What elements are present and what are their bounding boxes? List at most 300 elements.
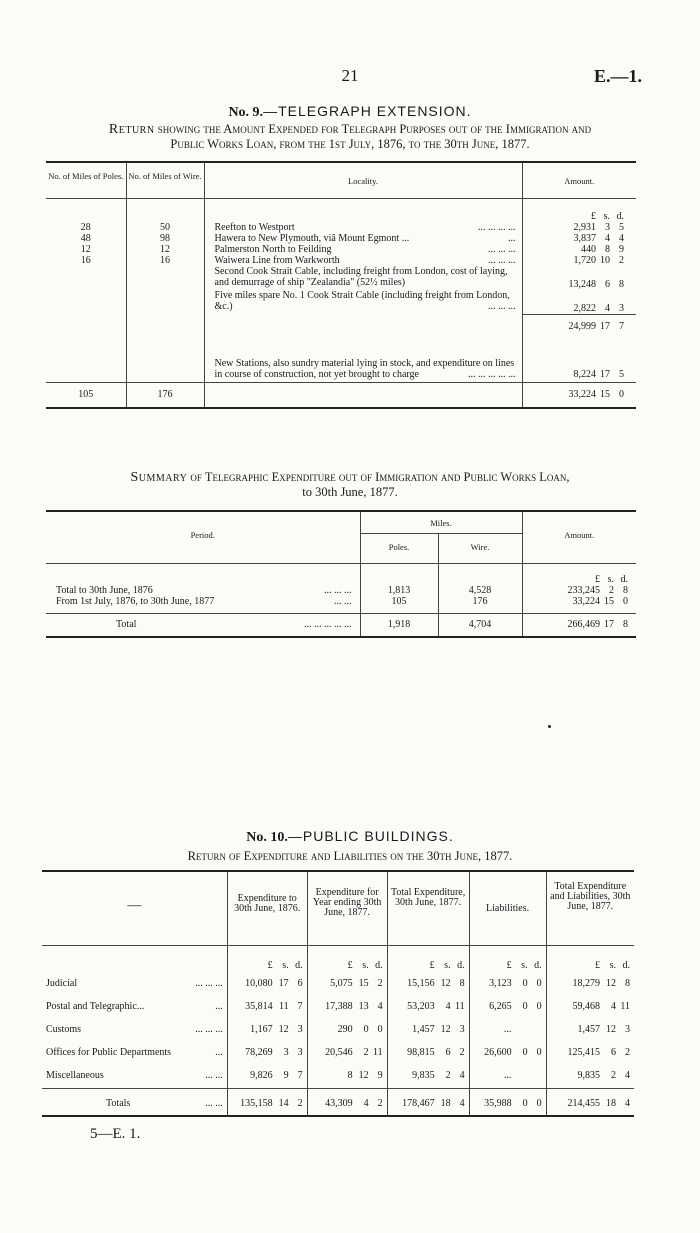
liabilities-shillings: 0 bbox=[522, 978, 528, 989]
pounds-symbol: £ bbox=[595, 959, 600, 971]
exp_1876-cell bbox=[227, 1065, 307, 1088]
total_exp-pounds: 53,203 bbox=[407, 1001, 435, 1012]
pence-symbol: d. bbox=[622, 959, 630, 971]
total_exp-pounds: 98,815 bbox=[407, 1047, 435, 1058]
total-poles: 105 bbox=[46, 382, 126, 408]
dot-leader: ... ... bbox=[205, 1070, 223, 1081]
dot-leader: ... ... ... ... bbox=[478, 222, 516, 233]
amount-cell bbox=[522, 255, 636, 266]
page-number: 21 bbox=[341, 66, 359, 85]
exp_1876-shillings: 12 bbox=[278, 1024, 289, 1035]
pence-symbol: d. bbox=[295, 959, 303, 971]
total_exp-shillings: 2 bbox=[445, 1070, 451, 1081]
total_all-pounds: 18,279 bbox=[572, 978, 600, 989]
exp_1876-pounds: 9,826 bbox=[250, 1070, 273, 1081]
amount-pounds: 2,822 bbox=[573, 302, 596, 314]
exp_year-pence: 0 bbox=[377, 1024, 383, 1035]
subtotal-amount bbox=[522, 314, 636, 342]
total-label-text: Total bbox=[116, 618, 137, 630]
table-row bbox=[46, 585, 636, 596]
dot-leader: ... ... bbox=[334, 595, 352, 607]
total_exp-shillings: 12 bbox=[440, 1024, 451, 1035]
liabilities-pounds: 26,600 bbox=[484, 1047, 512, 1058]
amount-cell bbox=[522, 290, 636, 314]
row-label: Miscellaneous bbox=[46, 1070, 104, 1081]
row-label-cell bbox=[42, 1019, 227, 1042]
new-stations-amount bbox=[522, 342, 636, 382]
currency-header bbox=[227, 945, 307, 973]
exp_year-shillings: 13 bbox=[358, 1001, 369, 1012]
amount-pounds: 13,248 bbox=[568, 279, 596, 290]
totals-exp_1876-shillings: 14 bbox=[278, 1097, 289, 1109]
shillings-symbol: s. bbox=[603, 211, 610, 222]
amount-cell bbox=[522, 233, 636, 244]
total_all-shillings: 12 bbox=[606, 978, 616, 989]
row-label-cell bbox=[42, 973, 227, 996]
exp_year-pence: 2 bbox=[377, 978, 383, 989]
totals-exp_year-pounds: 43,309 bbox=[325, 1097, 353, 1109]
table-row bbox=[46, 233, 636, 244]
table-row bbox=[46, 244, 636, 255]
locality-cell bbox=[204, 244, 522, 255]
exp_1876-pence: 3 bbox=[297, 1024, 303, 1035]
section9-intro-line1: showing the Amount Expended for Telegraph Purposes out of the Immigration and bbox=[157, 122, 592, 136]
liabilities-pence: 0 bbox=[536, 1047, 542, 1058]
wire-cell bbox=[126, 266, 204, 290]
total_exp-pounds: 1,457 bbox=[412, 1024, 435, 1035]
amount-shillings: 2 bbox=[609, 584, 614, 596]
locality-text: Second Cook Strait Cable, including freight from London, cost of laying, and demurrage of ship "Zealandia" (52½ miles) bbox=[214, 266, 508, 288]
exp_1876-pence: 7 bbox=[297, 1070, 303, 1081]
total_exp-shillings: 6 bbox=[445, 1047, 451, 1058]
total-amount bbox=[522, 382, 636, 408]
totals-exp_year bbox=[307, 1088, 387, 1116]
total_all-shillings: 2 bbox=[611, 1070, 616, 1081]
col-header-amount: Amount. bbox=[522, 162, 636, 198]
exp_year-cell bbox=[307, 996, 387, 1019]
amount-pounds: 2,931 bbox=[573, 222, 596, 233]
totals-liabilities-pence: 0 bbox=[536, 1097, 542, 1109]
col-header-poles: Poles. bbox=[360, 533, 438, 563]
locality-cell bbox=[204, 222, 522, 233]
currency-header bbox=[546, 945, 634, 973]
col-header-locality: Locality. bbox=[204, 162, 522, 198]
exp_year-cell bbox=[307, 1065, 387, 1088]
totals-total_exp-pence: 4 bbox=[459, 1097, 465, 1109]
amount-pounds: 1,720 bbox=[573, 255, 596, 266]
liabilities-cell: ... bbox=[469, 1019, 546, 1042]
poles-cell: 28 bbox=[46, 222, 126, 233]
liabilities-cell bbox=[469, 996, 546, 1019]
pounds-symbol: £ bbox=[429, 959, 435, 971]
amount-pounds: 440 bbox=[581, 244, 596, 255]
total_all-pence: 4 bbox=[625, 1070, 630, 1081]
total_all-cell bbox=[546, 973, 634, 996]
row-label: Judicial bbox=[46, 978, 78, 989]
total_all-cell bbox=[546, 1065, 634, 1088]
amount-shillings: 4 bbox=[605, 302, 610, 314]
summary-total-poles: 1,918 bbox=[360, 613, 438, 637]
summary-total-amount bbox=[522, 613, 636, 637]
table-row bbox=[42, 1042, 634, 1065]
period-cell bbox=[46, 585, 360, 596]
section9-number: No. 9. bbox=[228, 105, 264, 120]
row-label: Postal and Telegraphic... bbox=[46, 1001, 145, 1012]
total_all-cell bbox=[546, 1019, 634, 1042]
amount-cell bbox=[522, 266, 636, 290]
poles-cell: 12 bbox=[46, 244, 126, 255]
exp_1876-cell bbox=[227, 1042, 307, 1065]
totals-total_all bbox=[546, 1088, 634, 1116]
exp_1876-pounds: 1,167 bbox=[250, 1024, 273, 1035]
total_exp-pounds: 9,835 bbox=[412, 1070, 435, 1081]
locality-text: Hawera to New Plymouth, viâ Mount Egmont ... bbox=[214, 233, 410, 244]
shillings-symbol: s. bbox=[521, 959, 528, 971]
locality-text: Reefton to Westport bbox=[214, 222, 295, 233]
total_exp-cell bbox=[387, 996, 469, 1019]
amount-pounds: 3,837 bbox=[573, 233, 596, 244]
total_all-pence: 3 bbox=[625, 1024, 630, 1035]
amount-cell bbox=[522, 585, 636, 596]
total-shillings: 15 bbox=[600, 388, 610, 400]
total-pounds: 266,469 bbox=[567, 618, 600, 630]
pence-symbol: d. bbox=[620, 573, 628, 585]
pence-symbol: d. bbox=[457, 959, 465, 971]
dot-leader: ... ... ... bbox=[488, 255, 516, 266]
section9-title: —TELEGRAPH EXTENSION. bbox=[263, 103, 472, 119]
section10-title: —PUBLIC BUILDINGS. bbox=[287, 828, 454, 844]
new-stations-pence: 5 bbox=[619, 368, 624, 380]
exp_year-shillings: 0 bbox=[363, 1024, 369, 1035]
total_all-pounds: 9,835 bbox=[577, 1070, 600, 1081]
exp_year-cell bbox=[307, 973, 387, 996]
pounds-symbol: £ bbox=[591, 211, 596, 222]
total_all-shillings: 4 bbox=[611, 1001, 616, 1012]
exp_1876-shillings: 17 bbox=[278, 978, 289, 989]
wire-cell bbox=[126, 290, 204, 314]
totals-total_exp-pounds: 178,467 bbox=[402, 1097, 435, 1109]
public-buildings-table bbox=[42, 870, 634, 1117]
shillings-symbol: s. bbox=[609, 959, 616, 971]
wire-cell: 16 bbox=[126, 255, 204, 266]
exp_1876-pounds: 10,080 bbox=[245, 978, 273, 989]
totals-exp_1876 bbox=[227, 1088, 307, 1116]
total_exp-pence: 2 bbox=[459, 1047, 465, 1058]
dot-leader: ... ... ... ... ... bbox=[468, 368, 516, 380]
table-row bbox=[46, 222, 636, 233]
locality-text: Waiwera Line from Warkworth bbox=[214, 255, 340, 266]
wire-cell: 98 bbox=[126, 233, 204, 244]
amount-pence: 2 bbox=[619, 255, 624, 266]
new-stations-pounds: 8,224 bbox=[573, 368, 596, 380]
exp_year-shillings: 15 bbox=[358, 978, 369, 989]
col-header-total-exp: Total Expenditure, 30th June, 1877. bbox=[387, 871, 469, 945]
total_all-pence: 8 bbox=[625, 978, 630, 989]
amount-shillings: 8 bbox=[605, 244, 610, 255]
amount-cell bbox=[522, 244, 636, 255]
amount-pence: 5 bbox=[619, 222, 624, 233]
wire-cell: 50 bbox=[126, 222, 204, 233]
exp_1876-pence: 3 bbox=[297, 1047, 303, 1058]
liabilities-pounds: 6,265 bbox=[489, 1001, 512, 1012]
row-label-cell bbox=[42, 1042, 227, 1065]
dot-leader: ... ... ... bbox=[488, 244, 516, 255]
section9-intro-line2: Public Works Loan, from the 1st July, 1876, to the 30th June, 1877. bbox=[170, 137, 530, 151]
total_all-cell bbox=[546, 996, 634, 1019]
section9-intro-lead: Return bbox=[108, 122, 155, 137]
summary-intro-lead: Summary bbox=[130, 470, 188, 485]
col-header-exp-year: Expenditure for Year ending 30th June, 1877. bbox=[307, 871, 387, 945]
exp_year-cell bbox=[307, 1019, 387, 1042]
table-row bbox=[46, 266, 636, 290]
exp_year-shillings: 12 bbox=[358, 1070, 369, 1081]
section9-intro bbox=[40, 122, 660, 152]
amount-pence: 8 bbox=[619, 279, 624, 290]
total_all-pounds: 1,457 bbox=[577, 1024, 600, 1035]
currency-header bbox=[522, 198, 636, 222]
shillings-symbol: s. bbox=[362, 959, 369, 971]
exp_1876-pence: 7 bbox=[297, 1001, 303, 1012]
wire-cell: 12 bbox=[126, 244, 204, 255]
table-row bbox=[46, 255, 636, 266]
currency-header bbox=[469, 945, 546, 973]
dot-leader: ... bbox=[215, 1001, 223, 1012]
totals-exp_year-shillings: 4 bbox=[363, 1097, 369, 1109]
dot-leader: ... ... ... bbox=[195, 1024, 223, 1035]
poles-cell: 48 bbox=[46, 233, 126, 244]
exp_year-pounds: 17,388 bbox=[325, 1001, 353, 1012]
poles-cell bbox=[46, 266, 126, 290]
row-label: Customs bbox=[46, 1024, 82, 1035]
amount-pence: 9 bbox=[619, 244, 624, 255]
total_all-pence: 11 bbox=[620, 1001, 630, 1012]
totals-total_all-shillings: 18 bbox=[606, 1097, 616, 1109]
col-header-miles: Miles. bbox=[360, 511, 522, 533]
col-header-total-all: Total Expenditure and Liabilities, 30th June, 1877. bbox=[546, 871, 634, 945]
total_exp-shillings: 12 bbox=[440, 978, 451, 989]
total_exp-shillings: 4 bbox=[445, 1001, 451, 1012]
totals-label: Totals bbox=[106, 1097, 131, 1109]
shillings-symbol: s. bbox=[282, 959, 289, 971]
poles-cell: 1,813 bbox=[360, 585, 438, 596]
exp_year-shillings: 2 bbox=[363, 1047, 369, 1058]
exp_year-pounds: 20,546 bbox=[325, 1047, 353, 1058]
col-header-wire: Wire. bbox=[438, 533, 522, 563]
poles-cell: 16 bbox=[46, 255, 126, 266]
total_all-shillings: 12 bbox=[606, 1024, 616, 1035]
period-cell bbox=[46, 596, 360, 614]
locality-cell bbox=[204, 290, 522, 314]
summary-table bbox=[46, 510, 636, 638]
total_exp-cell bbox=[387, 1019, 469, 1042]
exp_1876-shillings: 11 bbox=[279, 1001, 289, 1012]
exp_year-pence: 9 bbox=[377, 1070, 383, 1081]
locality-cell bbox=[204, 233, 522, 244]
amount-pounds: 33,224 bbox=[572, 595, 600, 607]
dot-leader: ... bbox=[508, 233, 516, 244]
exp_year-pounds: 290 bbox=[337, 1024, 353, 1035]
liabilities-cell: ... bbox=[469, 1065, 546, 1088]
table-row bbox=[42, 973, 634, 996]
pence-symbol: d. bbox=[534, 959, 542, 971]
totals-liabilities-shillings: 0 bbox=[522, 1097, 528, 1109]
subtotal-pounds: 24,999 bbox=[568, 320, 596, 332]
exp_1876-shillings: 9 bbox=[283, 1070, 289, 1081]
col-header-exp-1876: Expenditure to 30th June, 1876. bbox=[227, 871, 307, 945]
dot-leader: ... ... ... bbox=[195, 978, 223, 989]
locality-text: Palmerston North to Feilding bbox=[214, 244, 332, 255]
section10-intro: Return of Expenditure and Liabilities on the 30th June, 1877. bbox=[187, 849, 513, 863]
ink-dot bbox=[548, 725, 551, 728]
total_all-shillings: 6 bbox=[611, 1047, 616, 1058]
col-header-poles: No. of Miles of Poles. bbox=[46, 162, 126, 198]
amount-pence: 0 bbox=[623, 595, 628, 607]
shillings-symbol: s. bbox=[444, 959, 451, 971]
poles-cell bbox=[46, 290, 126, 314]
exp_1876-pence: 6 bbox=[297, 978, 303, 989]
subtotal-pence: 7 bbox=[619, 320, 624, 332]
totals-exp_1876-pounds: 135,158 bbox=[240, 1097, 273, 1109]
dot-leader: ... ... ... ... ... bbox=[304, 618, 352, 630]
totals-total_exp bbox=[387, 1088, 469, 1116]
telegraph-extension-table bbox=[46, 161, 636, 409]
section10-number: No. 10. bbox=[246, 830, 288, 845]
pence-symbol: d. bbox=[375, 959, 383, 971]
col-header-blank: — bbox=[42, 871, 227, 945]
totals-total_exp-shillings: 18 bbox=[440, 1097, 451, 1109]
summary-total-label bbox=[46, 613, 360, 637]
amount-shillings: 6 bbox=[605, 279, 610, 290]
liabilities-cell bbox=[469, 973, 546, 996]
total_all-pounds: 59,468 bbox=[572, 1001, 600, 1012]
currency-header bbox=[307, 945, 387, 973]
table-row bbox=[42, 996, 634, 1019]
total_exp-cell bbox=[387, 1042, 469, 1065]
table-row bbox=[42, 1065, 634, 1088]
totals-total_all-pence: 4 bbox=[625, 1097, 630, 1109]
row-label-cell bbox=[42, 1065, 227, 1088]
liabilities-shillings: 0 bbox=[522, 1001, 528, 1012]
col-header-period: Period. bbox=[46, 511, 360, 563]
exp_year-pence: 11 bbox=[372, 1047, 383, 1058]
amount-shillings: 4 bbox=[605, 233, 610, 244]
total_exp-pence: 4 bbox=[459, 1070, 465, 1081]
section9-heading bbox=[0, 103, 700, 121]
liabilities-pounds: 3,123 bbox=[489, 978, 512, 989]
exp_1876-cell bbox=[227, 996, 307, 1019]
total_exp-pence: 3 bbox=[459, 1024, 465, 1035]
amount-cell bbox=[522, 596, 636, 614]
exp_year-pence: 4 bbox=[377, 1001, 383, 1012]
col-header-amount: Amount. bbox=[564, 530, 595, 540]
table-row bbox=[46, 596, 636, 614]
liabilities-pence: 0 bbox=[536, 1001, 542, 1012]
exp_year-pounds: 5,075 bbox=[330, 978, 353, 989]
total_exp-cell bbox=[387, 1065, 469, 1088]
total_all-pounds: 125,415 bbox=[567, 1047, 600, 1058]
total_exp-pence: 8 bbox=[459, 978, 465, 989]
period-text: From 1st July, 1876, to 30th June, 1877 bbox=[56, 595, 215, 607]
summary-intro bbox=[40, 470, 660, 500]
dot-leader: ... ... ... bbox=[324, 584, 352, 596]
exp_1876-pounds: 35,814 bbox=[245, 1001, 273, 1012]
total-pence: 0 bbox=[619, 388, 624, 400]
total-pounds: 33,224 bbox=[568, 388, 596, 400]
locality-cell bbox=[204, 255, 522, 266]
pence-symbol: d. bbox=[616, 211, 624, 222]
section10-heading bbox=[0, 828, 700, 846]
exp_1876-cell bbox=[227, 1019, 307, 1042]
totals-exp_year-pence: 2 bbox=[377, 1097, 383, 1109]
total_all-cell bbox=[546, 1042, 634, 1065]
dot-leader: ... bbox=[215, 1047, 223, 1058]
amount-pence: 4 bbox=[619, 233, 624, 244]
total-pence: 8 bbox=[623, 618, 628, 630]
summary-intro-line2: to 30th June, 1877. bbox=[302, 485, 398, 499]
liabilities-pence: 0 bbox=[536, 978, 542, 989]
shillings-symbol: s. bbox=[607, 573, 614, 585]
total-wire: 176 bbox=[126, 382, 204, 408]
summary-intro-line1: of Telegraphic Expenditure out of Immigration and Public Works Loan, bbox=[190, 470, 570, 484]
locality-text: Five miles spare No. 1 Cook Strait Cable (including freight from London, &c.) bbox=[214, 290, 510, 312]
exp_1876-pounds: 78,269 bbox=[245, 1047, 273, 1058]
pounds-symbol: £ bbox=[595, 573, 600, 585]
total_exp-cell bbox=[387, 973, 469, 996]
subtotal-shillings: 17 bbox=[600, 320, 610, 332]
amount-pounds: 233,245 bbox=[567, 584, 600, 596]
page-reference: E.—1. bbox=[593, 66, 642, 86]
amount-cell bbox=[522, 222, 636, 233]
dot-leader: ... ... bbox=[205, 1097, 223, 1109]
totals-liabilities bbox=[469, 1088, 546, 1116]
table-row bbox=[46, 290, 636, 314]
col-header-wire: No. of Miles of Wire. bbox=[126, 162, 204, 198]
liabilities-cell bbox=[469, 1042, 546, 1065]
totals-label-cell bbox=[42, 1088, 227, 1116]
exp_year-cell bbox=[307, 1042, 387, 1065]
locality-cell bbox=[204, 266, 522, 290]
exp_year-pounds: 8 bbox=[347, 1070, 353, 1081]
dot-leader: ... ... ... bbox=[488, 301, 516, 312]
new-stations-text: New Stations, also sundry material lying in stock, and expenditure on lines in course of construction, not yet brought to charge bbox=[214, 357, 515, 380]
exp_1876-cell bbox=[227, 973, 307, 996]
poles-cell: 105 bbox=[360, 596, 438, 614]
currency-header bbox=[522, 563, 636, 585]
table-row bbox=[42, 1019, 634, 1042]
row-label: Offices for Public Departments bbox=[46, 1047, 172, 1058]
liabilities-shillings: 0 bbox=[522, 1047, 528, 1058]
col-header-liabilities: Liabilities. bbox=[469, 871, 546, 945]
total-shillings: 17 bbox=[604, 618, 614, 630]
summary-total-wire: 4,704 bbox=[438, 613, 522, 637]
currency-header bbox=[387, 945, 469, 973]
amount-shillings: 3 bbox=[605, 222, 610, 233]
totals-exp_1876-pence: 2 bbox=[297, 1097, 303, 1109]
exp_1876-shillings: 3 bbox=[283, 1047, 289, 1058]
row-label-cell bbox=[42, 996, 227, 1019]
amount-pence: 3 bbox=[619, 302, 624, 314]
wire-cell: 4,528 bbox=[438, 585, 522, 596]
new-stations-shillings: 17 bbox=[600, 368, 610, 380]
pounds-symbol: £ bbox=[506, 959, 512, 971]
new-stations-locality bbox=[204, 342, 522, 382]
amount-pence: 8 bbox=[623, 584, 628, 596]
footer-signature: 5—E. 1. bbox=[90, 1126, 141, 1142]
amount-shillings: 10 bbox=[600, 255, 610, 266]
totals-liabilities-pounds: 35,988 bbox=[484, 1097, 512, 1109]
pounds-symbol: £ bbox=[347, 959, 353, 971]
period-text: Total to 30th June, 1876 bbox=[56, 584, 153, 596]
